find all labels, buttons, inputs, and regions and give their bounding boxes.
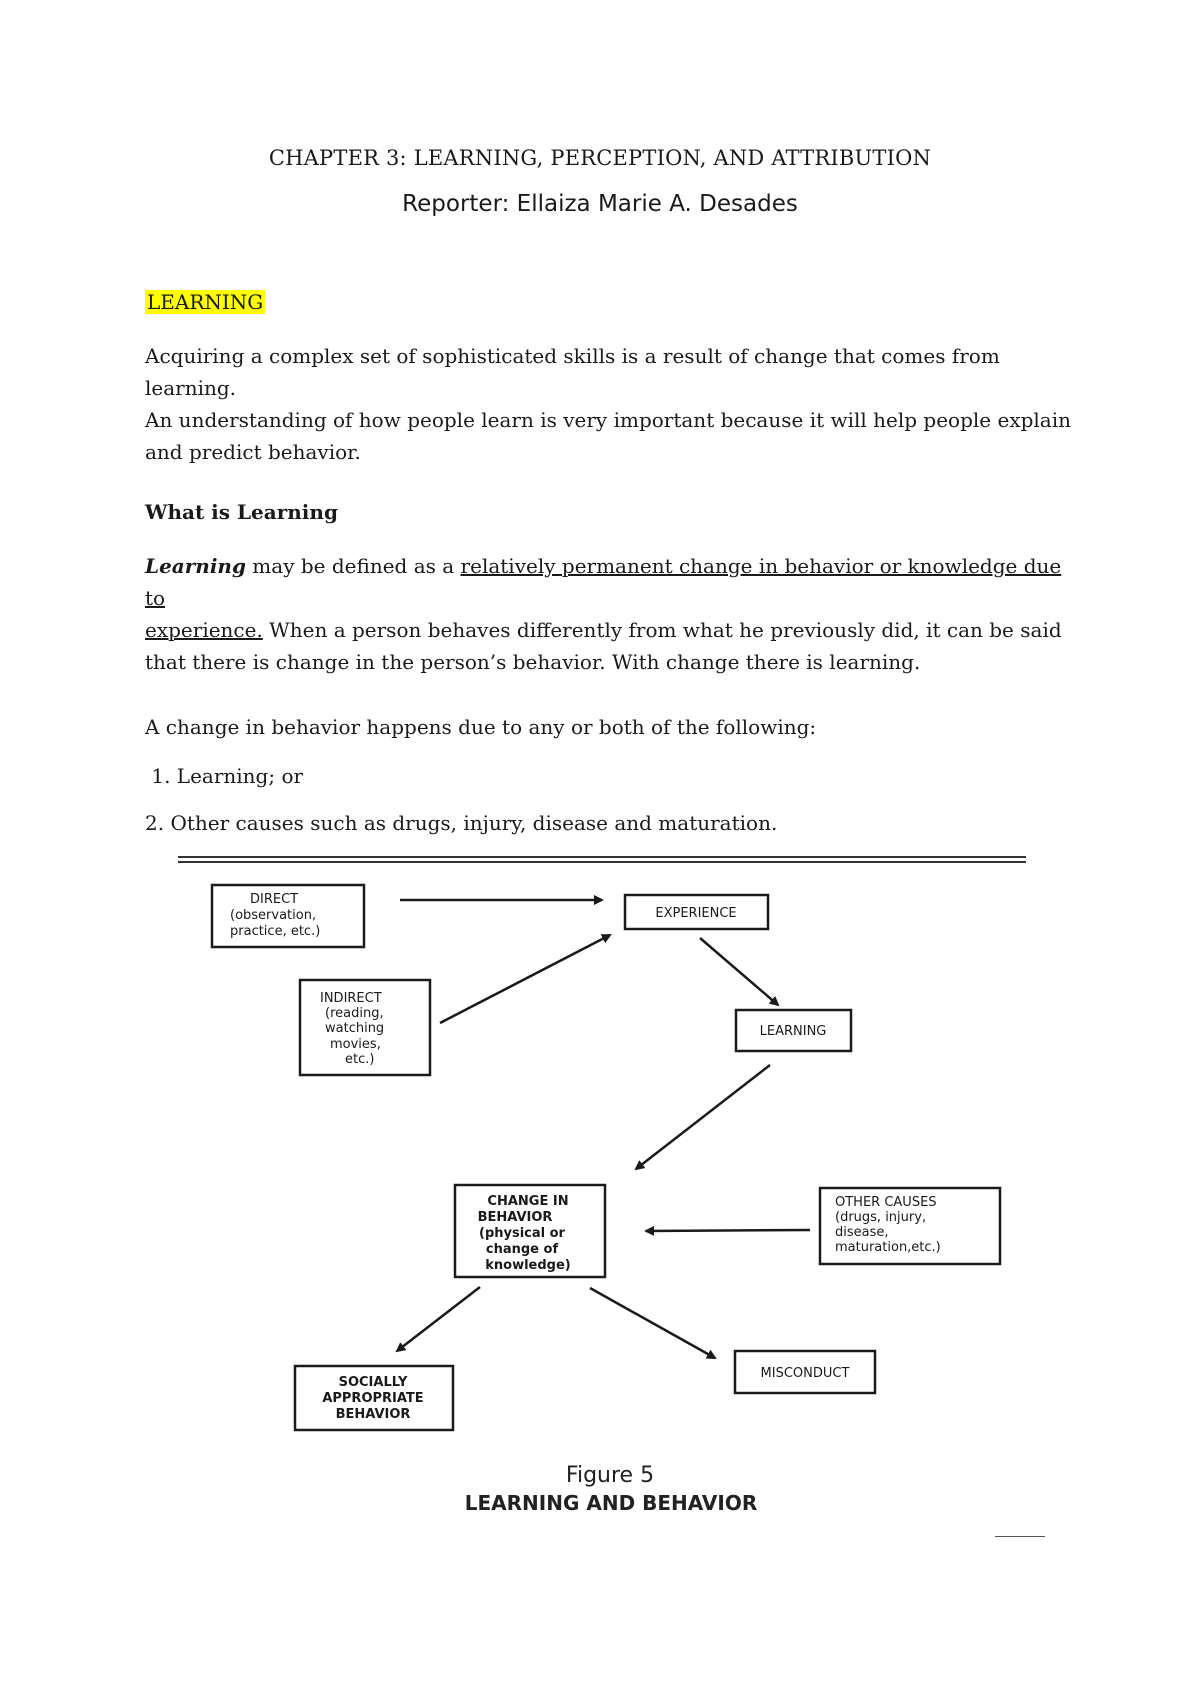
box-misconduct — [735, 1351, 875, 1393]
box-misconduct-label: MISCONDUCT — [760, 1366, 850, 1381]
box-social-line: APPROPRIATE — [322, 1391, 424, 1406]
arrow-change-to-misconduct — [590, 1288, 715, 1358]
box-indirect-line: movies, — [330, 1037, 381, 1052]
box-other-line: maturation,etc.) — [835, 1240, 941, 1255]
box-experience — [625, 895, 768, 929]
cause-item-2: 2. Other causes such as drugs, injury, disease and maturation. — [145, 811, 778, 835]
reporter-line: Reporter: Ellaiza Marie A. Desades — [402, 191, 798, 217]
definition-line-3: that there is change in the person’s behavior. With change there is learning. — [145, 650, 921, 674]
box-change-in-behavior — [455, 1185, 605, 1277]
box-indirect — [300, 980, 430, 1075]
arrow-change-to-social — [397, 1287, 480, 1351]
figure-number: Figure 5 — [565, 1463, 655, 1488]
definition-lead: may be defined as a — [245, 554, 461, 578]
box-direct — [212, 885, 364, 947]
intro-line: and predict behavior. — [145, 440, 361, 464]
arrow-experience-to-learning — [700, 938, 778, 1005]
definition-underlined-end: experience. — [145, 618, 263, 642]
causes-intro: A change in behavior happens due to any or both of the following: — [145, 715, 817, 739]
footnote-rule — [995, 1536, 1045, 1537]
box-social-line: BEHAVIOR — [335, 1407, 411, 1422]
chapter-title: CHAPTER 3: LEARNING, PERCEPTION, AND ATTRIBUTION — [268, 146, 932, 170]
arrow-indirect-to-experience — [440, 935, 610, 1023]
box-indirect-line: etc.) — [345, 1052, 375, 1067]
box-indirect-line: INDIRECT — [320, 991, 382, 1006]
definition-rest: When a person behaves differently from what he previously did, it can be said — [262, 618, 1062, 642]
cause-item-1: 1. Learning; or — [145, 764, 304, 788]
section-heading-learning: LEARNING — [147, 290, 264, 314]
box-learning-label: LEARNING — [759, 1024, 827, 1039]
definition-paragraph — [145, 550, 1075, 678]
box-other-causes — [820, 1188, 1000, 1264]
definition-underlined: relatively permanent change in behavior or knowledge due to — [145, 554, 1062, 610]
arrow-learning-to-change — [636, 1065, 770, 1169]
intro-line: An understanding of how people learn is very important because it will help people explain — [145, 408, 1072, 432]
box-change-line: (physical or — [479, 1226, 565, 1241]
box-learning — [736, 1010, 851, 1051]
box-experience-label: EXPERIENCE — [655, 906, 737, 921]
box-other-line: disease, — [835, 1225, 889, 1240]
box-social-line: SOCIALLY — [338, 1375, 408, 1390]
box-direct-line: DIRECT — [250, 892, 299, 907]
definition-line-2 — [145, 614, 1075, 646]
box-change-line: knowledge) — [485, 1258, 571, 1273]
box-other-line: (drugs, injury, — [835, 1210, 927, 1225]
box-change-line: change of — [485, 1242, 559, 1257]
box-change-line: BEHAVIOR — [477, 1210, 553, 1225]
what-is-learning-heading: What is Learning — [145, 500, 338, 524]
figure-caption: LEARNING AND BEHAVIOR — [464, 1491, 758, 1515]
intro-paragraph — [145, 340, 1075, 468]
box-indirect-line: watching — [325, 1021, 385, 1036]
intro-line: Acquiring a complex set of sophisticated skills is a result of change that comes from learning. — [145, 344, 1000, 400]
arrow-other-to-change — [646, 1230, 810, 1231]
box-socially-appropriate — [295, 1366, 453, 1430]
learning-term: Learning — [145, 554, 246, 578]
box-indirect-line: (reading, — [325, 1006, 384, 1021]
box-other-line: OTHER CAUSES — [835, 1195, 937, 1210]
box-direct-line: (observation, — [230, 908, 317, 923]
box-change-line: CHANGE IN — [487, 1194, 569, 1209]
learning-behavior-figure — [170, 855, 1040, 1515]
definition-line-1 — [145, 550, 1075, 614]
box-direct-line: practice, etc.) — [230, 924, 321, 939]
